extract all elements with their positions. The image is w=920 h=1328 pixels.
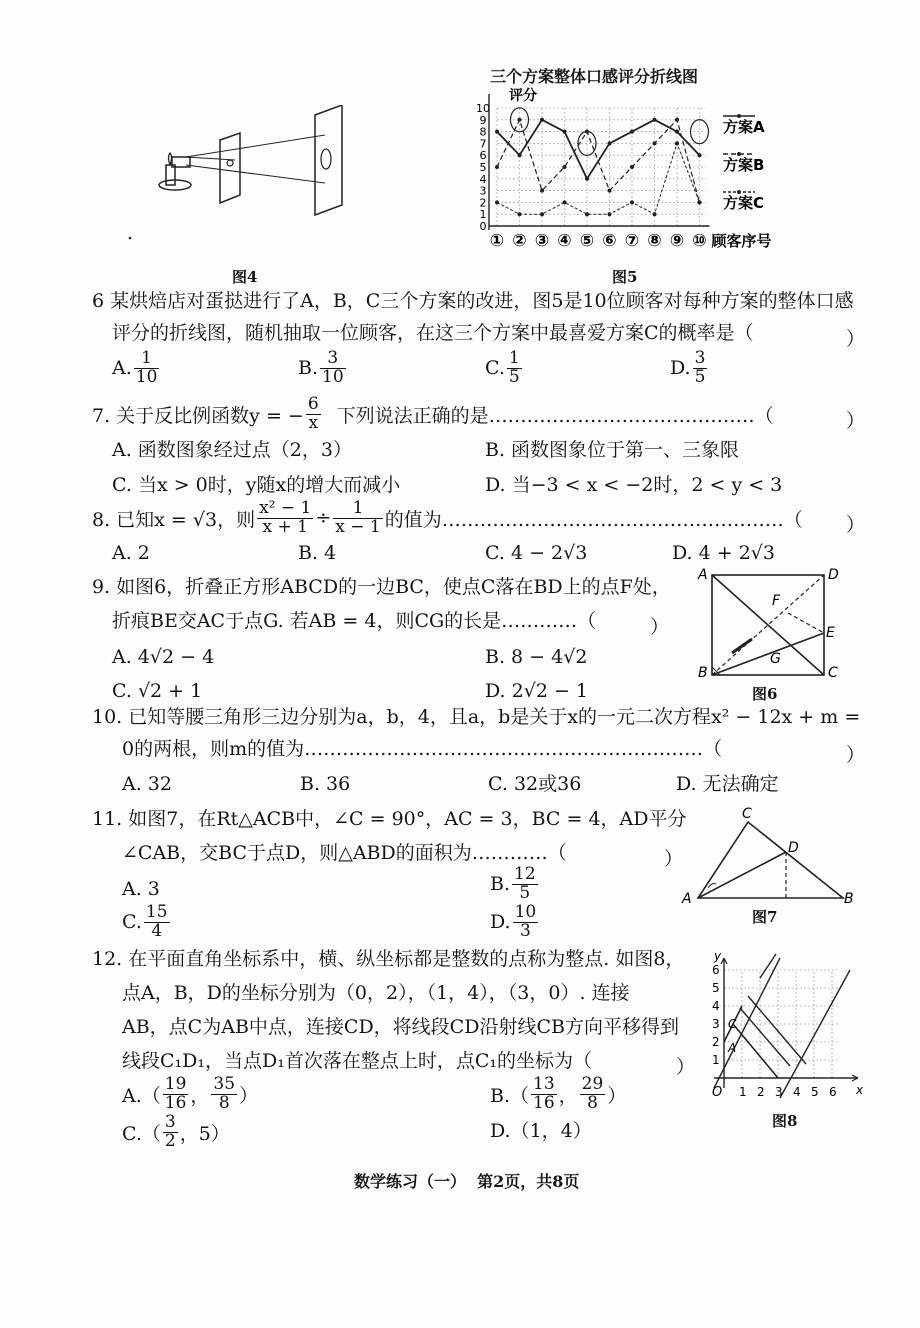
x-tick-10: ⑩ [692, 231, 707, 251]
fig8-tick-y5: 5 [712, 981, 720, 995]
fig8-tick-x5: 5 [811, 1085, 819, 1099]
fig7-label-d: D [788, 840, 799, 856]
q9-line-1: 9. 如图6，折叠正方形ABCD的一边BC，使点C落在BD上的点F处， [92, 576, 671, 598]
q12-a-label: A.（ [122, 1084, 161, 1107]
figure-7-caption: 图7 [752, 908, 778, 926]
series-2-point-8 [653, 141, 657, 145]
q12-b-d2: 8 [587, 1092, 598, 1113]
q8-stem-pre: 8. 已知x = √3，则 [92, 508, 256, 531]
y-tick-5: 5 [479, 161, 487, 174]
q6-option-b-label: B. [298, 357, 319, 380]
q6-line-2: 评分的折线图，随机抽取一位顾客，在这三个方案中最喜爱方案C的概率是（ [112, 322, 754, 344]
series-3-point-9 [675, 141, 679, 145]
series-2-point-4 [563, 165, 567, 169]
x-tick-7: ⑦ [624, 231, 640, 251]
q7-frac-den: x [308, 412, 319, 433]
figure-8-caption: 图8 [772, 1112, 798, 1130]
q12-a-close: ） [239, 1084, 259, 1107]
x-tick-6: ⑥ [602, 231, 617, 251]
q9-option-a[interactable]: A. 4√2 − 4 [112, 646, 215, 668]
q7-frac-num: 6 [307, 394, 319, 414]
fig6-label-f: F [772, 593, 781, 609]
q7-stem [92, 396, 774, 433]
q12-option-b[interactable] [490, 1076, 626, 1113]
q6-option-d-label: D. [670, 357, 691, 380]
q6-line-1: 6 某烘焙店对蛋挞进行了A，B，C三个方案的改进，图5是10位顾客对每种方案的整体口感 [92, 290, 854, 312]
q7-option-d[interactable]: D. 当−3 < x < −2时，2 < y < 3 [485, 474, 783, 496]
q10-line-2: 0的两根，则m的值为………………………………………………………（ [122, 738, 723, 760]
fig6-label-g: G [770, 651, 781, 667]
q8-answer-paren: ） [846, 514, 866, 536]
q12-option-a[interactable] [122, 1076, 258, 1113]
fig6-label-d: D [828, 567, 839, 583]
q12-a-comma: ， [190, 1084, 210, 1107]
q6-option-c[interactable] [485, 350, 524, 387]
q12-option-d[interactable]: D.（1，4） [490, 1120, 592, 1142]
q9-line-2: 折痕BE交AC于点G. 若AB = 4，则CG的长是…………（ [112, 610, 597, 632]
q8-div: ÷ [315, 507, 332, 530]
fig8-tick-y1: 1 [712, 1053, 720, 1067]
series-3-point-5 [585, 212, 589, 216]
figure-6-caption: 图6 [752, 685, 778, 703]
q8-option-d[interactable]: D. 4 + 2√3 [672, 542, 776, 564]
q9-option-b[interactable]: B. 8 − 4√2 [485, 646, 588, 668]
figure-4-caption: 图4 [232, 268, 258, 286]
series-2-point-9 [675, 118, 679, 122]
q11-c-num: 15 [145, 902, 168, 922]
q6-option-a[interactable] [112, 350, 161, 387]
q11-b-den: 5 [519, 882, 531, 903]
q7-stem-post: 下列说法正确的是……………………………………（ [336, 404, 774, 427]
y-tick-8: 8 [479, 125, 487, 139]
fig8-axis-x: x [856, 1083, 864, 1097]
x-tick-1: ① [489, 231, 505, 251]
series-3-point-7 [630, 200, 634, 204]
series-2-point-3 [540, 189, 544, 193]
q12-c-d1: 2 [164, 1130, 176, 1151]
figure-5-line-chart [455, 86, 795, 264]
series-1-point-6 [608, 141, 612, 145]
series-3-point-3 [540, 212, 544, 216]
q11-option-c[interactable] [122, 904, 172, 941]
q7-stem-pre: 7. 关于反比例函数y = − [92, 404, 304, 427]
series-2-point-1 [495, 165, 499, 169]
q10-answer-paren: ） [846, 744, 866, 766]
y-tick-1: 1 [479, 208, 487, 222]
q11-c-den: 4 [151, 920, 163, 941]
q6-option-c-label: C. [485, 357, 505, 380]
q7-answer-paren: ） [846, 410, 866, 432]
q6-option-b[interactable] [298, 350, 348, 387]
q11-d-label: D. [490, 911, 511, 934]
fig7-label-c: C [742, 806, 752, 822]
figure-6-square [692, 565, 842, 685]
q11-b-label: B. [490, 873, 511, 896]
q12-a-n2: 35 [213, 1074, 236, 1094]
y-tick-3: 3 [479, 184, 487, 198]
series-3-point-2 [518, 212, 522, 216]
x-axis-label: 顾客序号 [711, 232, 772, 250]
fig8-point-a: A [728, 1041, 737, 1055]
q7-option-a[interactable]: A. 函数图象经过点（2，3） [112, 439, 352, 461]
q12-line-4: 线段C₁D₁，当点D₁首次落在整点上时，点C₁的坐标为（ [122, 1050, 593, 1072]
fig8-tick-x4: 4 [793, 1085, 801, 1099]
fig8-tick-x1: 1 [739, 1085, 747, 1099]
y-axis-label: 评分 [509, 88, 537, 104]
series-1-point-3 [540, 118, 544, 122]
page-footer: 数学练习（一） 第2页，共8页 [354, 1172, 580, 1191]
q8-stem-post: 的值为………………………………………………（ [384, 508, 803, 531]
fig7-label-b: B [844, 891, 854, 906]
legend-label-1: 方案A [723, 118, 765, 136]
q12-b-n2: 29 [581, 1074, 604, 1094]
y-tick-6: 6 [479, 149, 487, 163]
fig6-label-b: B [698, 665, 708, 681]
q6-a-num: 1 [134, 350, 160, 369]
q11-d-num: 10 [514, 902, 537, 922]
q11-option-b[interactable] [490, 866, 540, 903]
q12-a-d2: 8 [218, 1092, 230, 1113]
series-3-point-4 [563, 200, 567, 204]
q6-a-den: 10 [135, 366, 158, 387]
fig8-tick-y4: 4 [712, 999, 720, 1013]
figure-4-pinhole-camera [120, 105, 360, 255]
q10-option-c[interactable]: C. 32或36 [488, 773, 582, 795]
q6-d-den: 5 [694, 366, 706, 387]
fig6-label-a: A [698, 567, 708, 583]
q10-option-d[interactable]: D. 无法确定 [676, 773, 779, 795]
q11-answer-paren: ） [664, 848, 684, 870]
q6-option-d[interactable] [670, 350, 709, 387]
q8-option-a[interactable]: A. 2 [112, 542, 150, 564]
fig8-tick-x3: 3 [775, 1085, 783, 1099]
x-tick-3: ③ [534, 231, 550, 251]
q8-stem [92, 500, 803, 537]
q6-option-a-label: A. [112, 357, 132, 380]
segment-ad [698, 852, 786, 898]
q11-option-d[interactable] [490, 904, 540, 941]
q8-f1-num: x² − 1 [259, 498, 312, 518]
fig7-label-a: A [682, 891, 692, 906]
series-1-point-2 [518, 153, 522, 157]
q12-b-close: ） [607, 1084, 627, 1107]
x-tick-2: ② [512, 231, 527, 251]
series-line-1 [497, 120, 700, 179]
q12-line-2: 点A，B，D的坐标分别为（0，2），（1，4），（3，0）. 连接 [122, 982, 630, 1004]
q8-f2-den: x − 1 [335, 516, 381, 537]
figure-5-caption: 图5 [612, 268, 638, 286]
q9-option-d[interactable]: D. 2√2 − 1 [485, 680, 589, 702]
q10-line-1: 10. 已知等腰三角形三边分别为a，b，4，且a，b是关于x的一元二次方程x² − 12x + m = [92, 706, 861, 728]
chart-title: 三个方案整体口感评分折线图 [490, 67, 699, 86]
q6-answer-paren: ） [846, 328, 866, 350]
figure-8-coordinate-grid [700, 948, 870, 1110]
q12-b-n1: 13 [533, 1074, 555, 1094]
fig6-label-c: C [828, 665, 838, 681]
x-tick-8: ⑧ [647, 231, 662, 251]
q12-a-d1: 16 [164, 1092, 187, 1113]
q11-option-a[interactable]: A. 3 [122, 878, 160, 900]
q6-c-num: 1 [508, 348, 520, 368]
q10-option-a[interactable]: A. 32 [122, 773, 172, 795]
q8-option-c[interactable]: C. 4 − 2√3 [485, 542, 588, 564]
y-tick-9: 9 [479, 113, 487, 127]
q11-c-label: C. [122, 911, 142, 934]
q12-option-c[interactable] [122, 1114, 230, 1151]
series-1-point-1 [495, 130, 499, 134]
series-1-point-4 [563, 130, 567, 134]
q7-option-b[interactable]: B. 函数图象位于第一、三象限 [485, 439, 740, 461]
q12-c-rest: ，5） [179, 1122, 230, 1145]
q11-line-2: ∠CAB，交BC于点D，则△ABD的面积为…………（ [122, 842, 567, 864]
series-3-point-6 [608, 212, 612, 216]
legend-label-3: 方案C [723, 194, 765, 212]
q6-b-num: 3 [320, 350, 346, 369]
series-3-point-10 [698, 200, 702, 204]
q11-line-1: 11. 如图7，在Rt△ACB中，∠C = 90°，AC = 3，BC = 4，AD平分 [92, 808, 687, 830]
fig8-tick-y6: 6 [712, 963, 720, 977]
q6-b-den: 10 [322, 366, 344, 387]
q9-answer-paren: ） [650, 616, 670, 638]
fig6-label-e: E [826, 625, 835, 641]
y-tick-7: 7 [479, 137, 487, 151]
series-1-point-7 [630, 130, 634, 134]
series-2-point-2 [518, 118, 522, 122]
y-tick-10: 10 [476, 102, 490, 115]
q12-b-label: B.（ [490, 1084, 530, 1107]
q12-line-1: 12. 在平面直角坐标系中，横、纵坐标都是整数的点称为整点. 如图8， [92, 948, 685, 970]
series-2-point-7 [630, 165, 634, 169]
legend-label-2: 方案B [723, 156, 765, 174]
y-tick-4: 4 [479, 172, 487, 186]
series-2-point-6 [608, 189, 612, 193]
series-3-point-8 [653, 212, 657, 216]
fig8-axis-y: y [714, 949, 722, 963]
fig8-tick-y3: 3 [712, 1017, 720, 1031]
q10-option-b[interactable]: B. 36 [300, 773, 351, 795]
q8-option-b[interactable]: B. 4 [298, 542, 337, 564]
x-tick-9: ⑨ [669, 231, 685, 251]
q12-b-d1: 16 [533, 1092, 555, 1113]
fig8-point-c: C [728, 1017, 737, 1031]
fig8-tick-x6: 6 [829, 1085, 837, 1099]
q12-c-n1: 3 [164, 1112, 176, 1132]
y-tick-2: 2 [479, 196, 487, 210]
y-tick-0: 0 [479, 220, 487, 233]
q8-f2-num: 1 [333, 500, 382, 519]
q12-b-comma: ， [558, 1084, 578, 1107]
q12-answer-paren: ） [676, 1056, 696, 1078]
x-tick-4: ④ [557, 231, 572, 251]
q11-b-num: 12 [514, 864, 536, 884]
fig8-tick-x2: 2 [757, 1085, 765, 1099]
series-1-point-5 [585, 177, 589, 181]
series-3-point-1 [495, 200, 499, 204]
x-tick-5: ⑤ [579, 231, 595, 251]
series-1-point-9 [675, 130, 679, 134]
series-1-point-8 [653, 118, 657, 122]
figure-7-triangle [678, 806, 858, 906]
q6-c-den: 5 [508, 366, 520, 387]
q12-a-n1: 19 [164, 1074, 187, 1094]
q7-option-c[interactable]: C. 当x > 0时，y随x的增大而减小 [112, 474, 401, 496]
q12-c-label: C.（ [122, 1122, 161, 1145]
q8-f1-den: x + 1 [262, 516, 308, 537]
series-1-point-10 [698, 153, 702, 157]
q6-d-num: 3 [694, 348, 706, 368]
q9-option-c[interactable]: C. √2 + 1 [112, 680, 203, 702]
series-line-2 [497, 120, 700, 203]
fig8-tick-y2: 2 [712, 1035, 720, 1049]
fig8-origin: O [712, 1085, 723, 1100]
q12-line-3: AB，点C为AB中点，连接CD，将线段CD沿射线CB方向平移得到 [122, 1016, 679, 1038]
q11-d-den: 3 [520, 920, 531, 941]
crease-be [712, 633, 824, 675]
